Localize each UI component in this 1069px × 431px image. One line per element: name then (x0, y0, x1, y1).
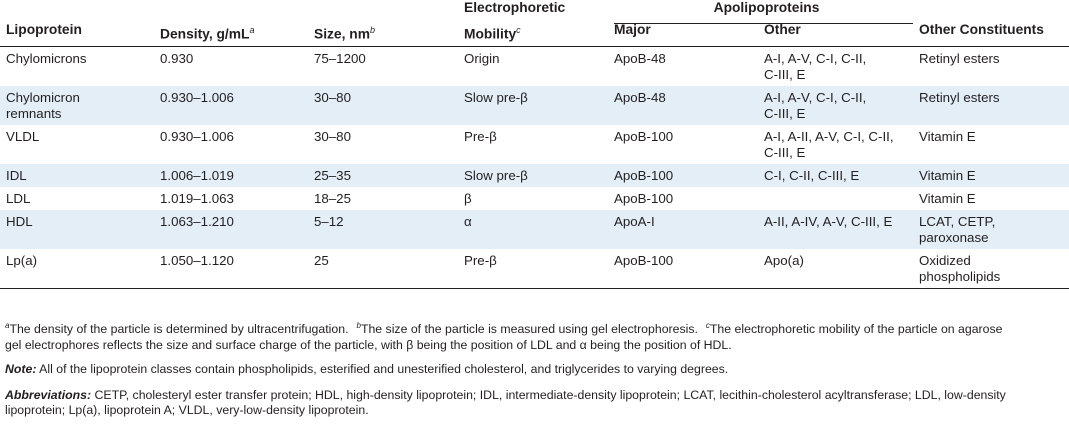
table-row (0, 47, 1069, 87)
cell-constituents (919, 210, 1069, 249)
header-mobility: Mobility$^c$ (464, 25, 521, 42)
table-row (0, 125, 1069, 164)
cell-lipoprotein (0, 47, 160, 87)
cell-density-text: 0.930–1.006 (160, 90, 234, 105)
footnote-a-marker: a (5, 320, 10, 330)
cell-lipoprotein-text: LDL (6, 191, 31, 206)
cell-constituents (919, 164, 1069, 187)
abbreviations-line2: lipoprotein; Lp(a), lipoprotein A; VLDL, very-low-density lipoprotein. (5, 403, 369, 417)
cell-other (764, 187, 919, 210)
cell-mobility (464, 47, 614, 87)
header-size: Size, $nm^b$ (314, 25, 375, 42)
cell-density (160, 249, 314, 289)
cell-density-text: 1.063–1.210 (160, 214, 234, 229)
cell-size (314, 187, 464, 210)
cell-constituents (919, 125, 1069, 164)
cell-mobility (464, 86, 614, 125)
header-row (0, 22, 1069, 47)
cell-mobility-text: Pre-β (464, 129, 497, 144)
table-note (5, 362, 1065, 378)
cell-size-text: 75–1200 (314, 51, 366, 66)
cell-other-text: A-I, A-V, C-I, C-II, (764, 51, 867, 66)
cell-lipoprotein (0, 125, 160, 164)
cell-major (614, 86, 764, 125)
cell-size-text: 30–80 (314, 90, 351, 105)
table-row (0, 187, 1069, 210)
cell-lipoprotein (0, 210, 160, 249)
footnote-a: The density of the particle is determined by ultracentrifugation. (9, 322, 349, 336)
cell-mobility-text: Pre-β (464, 253, 497, 268)
cell-major-text: ApoB-100 (614, 129, 674, 144)
cell-density-text: 0.930 (160, 51, 194, 66)
cell-size-text: 18–25 (314, 191, 351, 206)
cell-lipoprotein (0, 187, 160, 210)
cell-constituents-text: Retinyl esters (919, 51, 1000, 66)
abbreviations-label: Abbreviations: (5, 387, 92, 402)
cell-major-text: ApoB-100 (614, 253, 674, 268)
cell-other-text: A-II, A-IV, A-V, C-III, E (764, 214, 893, 229)
header-row-top (0, 0, 1069, 22)
cell-constituents-text: paroxonase (919, 230, 989, 245)
table-row (0, 86, 1069, 125)
header-apolipoproteins-label: Apolipoproteins (713, 0, 820, 15)
cell-density (160, 187, 314, 210)
table-row (0, 164, 1069, 187)
cell-constituents-text: phospholipids (919, 269, 1001, 284)
header-other-constituents: Other Constituents (919, 22, 1044, 37)
cell-size-text: 30–80 (314, 129, 351, 144)
note-text: All of the lipoprotein classes contain phospholipids, esterified and unesterified cholesterol, and triglycerides to varying degrees. (36, 362, 729, 376)
cell-size (314, 86, 464, 125)
cell-other (764, 47, 919, 87)
cell-major (614, 187, 764, 210)
cell-other-text: C-III, E (764, 145, 806, 160)
cell-constituents (919, 187, 1069, 210)
cell-mobility (464, 164, 614, 187)
cell-major (614, 249, 764, 289)
cell-other (764, 125, 919, 164)
cell-other-text: A-I, A-V, C-I, C-II, (764, 90, 867, 105)
cell-mobility-text: β (464, 191, 472, 206)
cell-major-text: ApoB-100 (614, 191, 674, 206)
cell-mobility-text: Slow pre-β (464, 168, 528, 183)
footnote-abc-line1 (5, 322, 1065, 338)
cell-constituents-text: LCAT, CETP, (919, 214, 996, 229)
cell-size-text: 25–35 (314, 168, 351, 183)
header-other: Other (764, 22, 801, 37)
cell-constituents-text: Retinyl esters (919, 90, 1000, 105)
footnote-c-marker: c (705, 320, 710, 330)
cell-other (764, 164, 919, 187)
abbreviations-line1 (5, 388, 1065, 404)
note-label: Note: (5, 362, 37, 376)
cell-lipoprotein (0, 164, 160, 187)
cell-other (764, 86, 919, 125)
cell-density-text: 1.019–1.063 (160, 191, 234, 206)
cell-size (314, 47, 464, 87)
cell-major-text: ApoB-100 (614, 168, 674, 183)
cell-other-text: C-III, E (764, 67, 806, 82)
cell-mobility-text: Origin (464, 51, 500, 66)
footnote-c-line1: The electrophoretic mobility of the particle on agarose (709, 322, 1003, 336)
cell-density (160, 86, 314, 125)
cell-major-text: ApoB-48 (614, 90, 666, 105)
cell-size-text: 5–12 (314, 214, 344, 229)
cell-lipoprotein-text: Chylomicron (6, 90, 80, 105)
cell-constituents (919, 47, 1069, 87)
cell-lipoprotein (0, 86, 160, 125)
cell-other (764, 249, 919, 289)
cell-size (314, 210, 464, 249)
cell-lipoprotein (0, 249, 160, 289)
cell-lipoprotein-text: Lp(a) (6, 253, 38, 268)
footnote-c-line2: gel electrophores reflects the size and surface charge of the particle, with β being the position of LDL and α being the position of HDL. (5, 337, 732, 352)
cell-density (160, 164, 314, 187)
table-row (0, 249, 1069, 289)
abbreviations-text-1: CETP, cholesteryl ester transfer protein; HDL, high-density lipoprotein; IDL, intermediate-density lipoprotein; LCAT, lecithin-cholesterol acyltransferase; LDL, low-density (91, 387, 1006, 402)
cell-mobility-text: α (464, 214, 472, 229)
cell-other-text: C-III, E (764, 106, 806, 121)
cell-mobility (464, 187, 614, 210)
cell-mobility (464, 249, 614, 289)
apolipoproteins-rule (614, 23, 913, 24)
header-major: Major (614, 22, 651, 37)
table-footnotes (5, 322, 1065, 419)
header-lipoprotein: Lipoprotein (6, 22, 82, 37)
table-row (0, 210, 1069, 249)
cell-size-text: 25 (314, 253, 329, 268)
cell-lipoprotein-text: Chylomicrons (6, 51, 87, 66)
cell-lipoprotein-text: IDL (6, 168, 27, 183)
cell-lipoprotein-text: HDL (6, 214, 33, 229)
cell-constituents-text: Vitamin E (919, 191, 976, 206)
cell-major (614, 125, 764, 164)
cell-density-text: 1.006–1.019 (160, 168, 234, 183)
cell-mobility (464, 210, 614, 249)
footnote-b-marker: b (356, 320, 361, 330)
cell-constituents-text: Vitamin E (919, 129, 976, 144)
cell-density-text: 1.050–1.120 (160, 253, 234, 268)
cell-constituents-text: Oxidized (919, 253, 971, 268)
header-apolipoproteins (614, 0, 919, 22)
cell-other-text: A-I, A-II, A-V, C-I, C-II, (764, 129, 894, 144)
cell-lipoprotein-text: remnants (6, 106, 62, 121)
cell-other-text: Apo(a) (764, 253, 804, 268)
cell-density (160, 125, 314, 164)
cell-mobility-text: Slow pre-β (464, 90, 528, 105)
cell-constituents-text: Vitamin E (919, 168, 976, 183)
cell-other-text: C-I, C-II, C-III, E (764, 168, 860, 183)
cell-other (764, 210, 919, 249)
cell-size (314, 125, 464, 164)
cell-mobility (464, 125, 614, 164)
cell-major-text: ApoA-I (614, 214, 655, 229)
header-electrophoretic: Electrophoretic (464, 0, 566, 15)
cell-major-text: ApoB-48 (614, 51, 666, 66)
header-density: Density, $g/mL^a$ (160, 25, 255, 42)
cell-constituents (919, 249, 1069, 289)
cell-major (614, 210, 764, 249)
cell-constituents (919, 86, 1069, 125)
cell-density-text: 0.930–1.006 (160, 129, 234, 144)
footnote-b: The size of the particle is measured using gel electrophoresis. (360, 322, 698, 336)
table-body (0, 47, 1069, 289)
cell-lipoprotein-text: VLDL (6, 129, 40, 144)
cell-size (314, 249, 464, 289)
cell-density (160, 47, 314, 87)
cell-major (614, 164, 764, 187)
cell-density (160, 210, 314, 249)
cell-major (614, 47, 764, 87)
cell-size (314, 164, 464, 187)
